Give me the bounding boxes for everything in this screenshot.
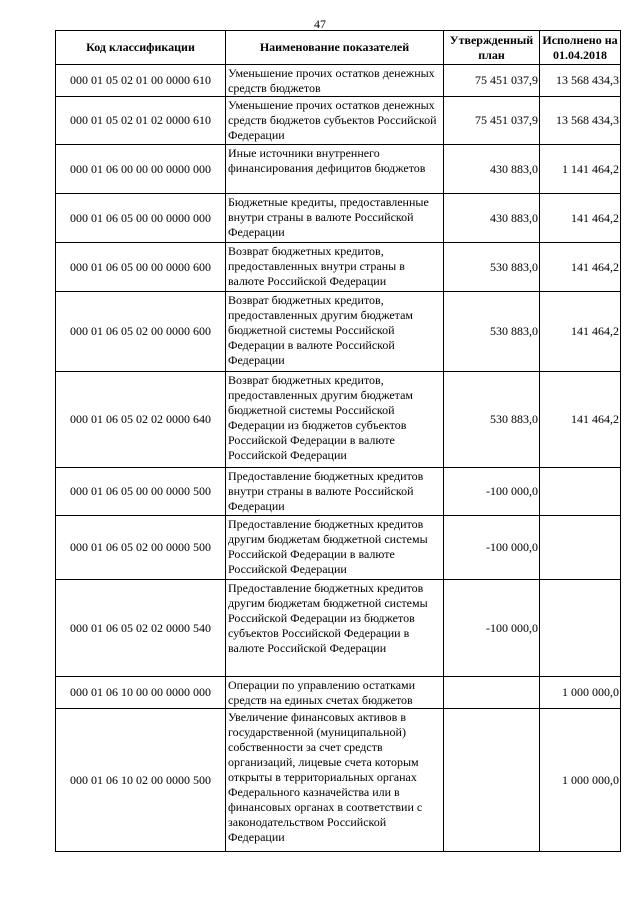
table-row <box>56 65 621 97</box>
approved-plan-value: 530 883,0 <box>444 372 540 468</box>
executed-value: 13 568 434,3 <box>540 97 621 145</box>
executed-value <box>540 468 621 516</box>
indicator-name: Предоставление бюджетных кредитов внутри страны в валюте Российской Федерации <box>226 468 444 516</box>
table-row <box>56 677 621 709</box>
header-name: Наименование показателей <box>226 31 444 65</box>
indicator-name: Увеличение финансовых активов в государственной (муниципальной) собственности за счет средств организаций, лицевые счета которым открыты в территориальных органах Федерального казначейства или в финансовых органах в соответствии с законодательством Российской Федерации <box>226 709 444 852</box>
classification-code: 000 01 06 05 02 02 0000 540 <box>56 580 226 677</box>
classification-code: 000 01 05 02 01 02 0000 610 <box>56 97 226 145</box>
approved-plan-value: -100 000,0 <box>444 580 540 677</box>
executed-value: 141 464,2 <box>540 194 621 243</box>
indicator-name: Иные источники внутреннего финансирования дефицитов бюджетов <box>226 145 444 194</box>
indicator-name: Возврат бюджетных кредитов, предоставленных другим бюджетам бюджетной системы Российской Федерации в валюте Российской Федерации <box>226 292 444 372</box>
classification-code: 000 01 05 02 01 00 0000 610 <box>56 65 226 97</box>
executed-value: 1 141 464,2 <box>540 145 621 194</box>
approved-plan-value: 530 883,0 <box>444 292 540 372</box>
table-row <box>56 516 621 580</box>
approved-plan-value: -100 000,0 <box>444 468 540 516</box>
executed-value: 141 464,2 <box>540 372 621 468</box>
approved-plan-value: 75 451 037,9 <box>444 65 540 97</box>
table-row <box>56 468 621 516</box>
approved-plan-value: 75 451 037,9 <box>444 97 540 145</box>
approved-plan-value: 530 883,0 <box>444 243 540 292</box>
header-code: Код классификации <box>56 31 226 65</box>
approved-plan-value: 430 883,0 <box>444 145 540 194</box>
table-row <box>56 194 621 243</box>
classification-code: 000 01 06 10 02 00 0000 500 <box>56 709 226 852</box>
approved-plan-value <box>444 709 540 852</box>
indicator-name: Возврат бюджетных кредитов, предоставленных внутри страны в валюте Российской Федерации <box>226 243 444 292</box>
table-row <box>56 145 621 194</box>
table-row <box>56 372 621 468</box>
page-number: 47 <box>314 17 326 31</box>
indicator-name: Операции по управлению остатками средств на единых счетах бюджетов <box>226 677 444 709</box>
classification-code: 000 01 06 00 00 00 0000 000 <box>56 145 226 194</box>
classification-code: 000 01 06 05 00 00 0000 600 <box>56 243 226 292</box>
approved-plan-value <box>444 677 540 709</box>
table-row <box>56 580 621 677</box>
executed-value: 141 464,2 <box>540 243 621 292</box>
indicator-name: Уменьшение прочих остатков денежных средств бюджетов <box>226 65 444 97</box>
approved-plan-value: -100 000,0 <box>444 516 540 580</box>
budget-sources-table <box>55 30 621 852</box>
table-header-row <box>56 31 621 65</box>
table-row <box>56 97 621 145</box>
executed-value <box>540 516 621 580</box>
table-row <box>56 292 621 372</box>
classification-code: 000 01 06 05 02 00 0000 600 <box>56 292 226 372</box>
executed-value: 13 568 434,3 <box>540 65 621 97</box>
executed-value: 1 000 000,0 <box>540 709 621 852</box>
executed-value: 1 000 000,0 <box>540 677 621 709</box>
classification-code: 000 01 06 05 00 00 0000 000 <box>56 194 226 243</box>
header-plan: Утвержденный план <box>444 31 540 65</box>
classification-code: 000 01 06 05 00 00 0000 500 <box>56 468 226 516</box>
indicator-name: Предоставление бюджетных кредитов другим бюджетам бюджетной системы Российской Федерации в валюте Российской Федерации <box>226 516 444 580</box>
indicator-name: Предоставление бюджетных кредитов другим бюджетам бюджетной системы Российской Федерации из бюджетов субъектов Российской Федерации в валюте Российской Федерации <box>226 580 444 677</box>
executed-value <box>540 580 621 677</box>
executed-value: 141 464,2 <box>540 292 621 372</box>
header-executed: Исполнено на 01.04.2018 <box>540 31 621 65</box>
approved-plan-value: 430 883,0 <box>444 194 540 243</box>
classification-code: 000 01 06 05 02 00 0000 500 <box>56 516 226 580</box>
indicator-name: Уменьшение прочих остатков денежных средств бюджетов субъектов Российской Федерации <box>226 97 444 145</box>
table-row <box>56 709 621 852</box>
indicator-name: Бюджетные кредиты, предоставленные внутри страны в валюте Российской Федерации <box>226 194 444 243</box>
table-row <box>56 243 621 292</box>
classification-code: 000 01 06 05 02 02 0000 640 <box>56 372 226 468</box>
classification-code: 000 01 06 10 00 00 0000 000 <box>56 677 226 709</box>
indicator-name: Возврат бюджетных кредитов, предоставленных другим бюджетам бюджетной системы Российской Федерации из бюджетов субъектов Российской Федерации в валюте Российской Федерации <box>226 372 444 468</box>
